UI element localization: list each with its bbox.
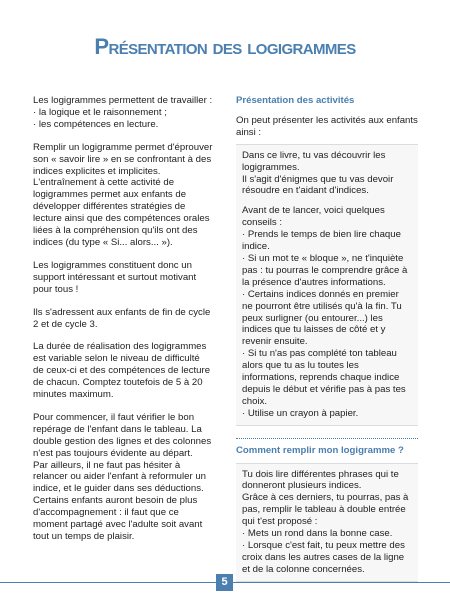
paragraph-text: Les logigrammes constituent donc un support intéressant et surtout motivant pour tous !	[33, 259, 197, 295]
box-bullet: · Certains indices donnés en premier ne pourront être utilisés qu'à la fin. Tu peux surligner (ou entourer...) les indices que tu laisses de côté et y revenir ensuite.	[242, 288, 402, 348]
box-text: Grâce à ces derniers, tu pourras, pas à pas, remplir le tableau à double entrée qui t'est proposé :	[242, 492, 409, 528]
right-column	[236, 95, 418, 582]
section-heading-remplir: Comment remplir mon logigramme ?	[236, 444, 404, 456]
box-text: Dans ce livre, tu vas découvrir les logigrammes.	[242, 149, 386, 173]
box-bullet: · Utilise un crayon à papier.	[242, 407, 359, 419]
paragraph-cycles	[33, 307, 213, 331]
paragraph-accompagnement	[33, 495, 213, 543]
paragraph-commencer	[33, 412, 213, 460]
paragraph-text: La durée de réalisation des logigrammes est variable selon le niveau de difficulté de ceux-ci et des compétences de lecture de chacun. Comptez toutefois de 5 à 20 minutes maximum.	[33, 341, 211, 401]
activities-box	[236, 144, 418, 426]
section-heading-activites: Présentation des activités	[236, 95, 355, 106]
paragraph-text: Ils s'adressent aux enfants de fin de cycle 2 et de cycle 3.	[33, 306, 211, 330]
box-bullet: · Si un mot te « bloque », ne t'inquiète pas : tu pourras le comprendre grâce à la présence d'autres informations.	[242, 252, 408, 288]
paragraph-support	[33, 260, 213, 296]
section-divider	[236, 438, 418, 439]
activities-intro: On peut présenter les activités aux enfants ainsi :	[236, 114, 418, 138]
box-bullet: · Si tu n'as pas complété ton tableau alors que tu as lu toutes les informations, reprends chaque indice depuis le début et vérifie pas à pas tes choix.	[242, 348, 406, 407]
page-title: Présentation des logigrammes	[94, 34, 356, 59]
paragraph-text: Certains enfants auront besoin de plus d'accompagnement : il faut que ce moment partagé avec l'adulte soit avant tout un temps de plaisir.	[33, 495, 203, 542]
intro-bullet-logic: · la logique et le raisonnement ;	[33, 106, 167, 118]
box-bullet: · Mets un rond dans la bonne case.	[242, 528, 393, 540]
paragraph-relancer	[33, 460, 213, 496]
left-column	[33, 95, 213, 554]
box-text: Tu dois lire différentes phrases qui te donneront plusieurs indices.	[242, 468, 399, 492]
paragraph-text: L'entraînement à cette activité de logigrammes permet aux enfants de développer différentes stratégies de lecture ainsi que des compétences orales liées à la compréhension qu'ils ont des indices (du type « Si... alors... »).	[33, 177, 210, 248]
page-number: 5	[216, 574, 233, 591]
paragraph-text: Pour commencer, il faut vérifier le bon repérage de l'enfant dans le tableau. La double gestion des lignes et des colonnes n'est pas toujours évidente au départ.	[33, 411, 212, 459]
intro-bullet-reading: · les compétences en lecture.	[33, 118, 159, 130]
paragraph-duree	[33, 341, 213, 401]
intro-line: Les logigrammes permettent de travailler :	[33, 95, 213, 106]
fill-instructions-box	[236, 463, 418, 582]
paragraph-text: Par ailleurs, il ne faut pas hésiter à relancer ou aider l'enfant à reformuler un indice, et le guider dans ses déductions.	[33, 459, 207, 495]
paragraph-savoir-lire	[33, 142, 213, 178]
paragraph-text: Remplir un logigramme permet d'éprouver son « savoir lire » en se confrontant à des indices explicites et implicites.	[33, 141, 213, 177]
box-text: Il s'agit d'énigmes que tu vas devoir résoudre en t'aidant d'indices.	[242, 173, 394, 197]
box-bullet: · Prends le temps de bien lire chaque indice.	[242, 229, 401, 253]
intro-paragraph	[33, 95, 213, 131]
box-text: Avant de te lancer, voici quelques conseils :	[242, 205, 385, 229]
box-bullet: · Lorsque c'est fait, tu peux mettre des croix dans les autres cases de la ligne et de la colonne concernées.	[242, 540, 405, 575]
paragraph-entrainement	[33, 177, 213, 248]
